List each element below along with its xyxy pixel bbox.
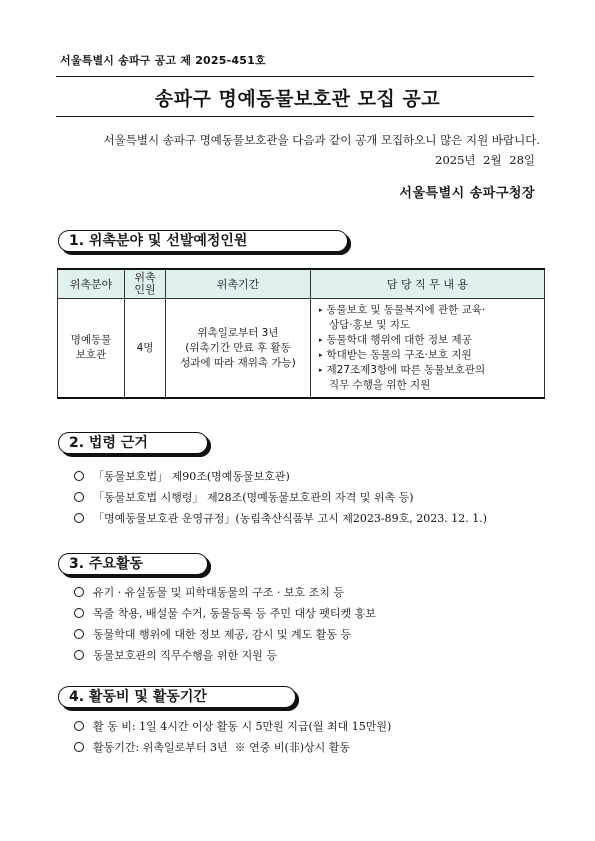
- list-item: 활동기간: 위촉일로부터 3년 ※ 연중 비(非)상시 활동: [74, 737, 391, 758]
- list-item: 동물보호관의 직무수행을 위한 지원 등: [74, 645, 376, 666]
- circle-bullet-icon: [74, 721, 84, 731]
- title-rule: [56, 116, 534, 117]
- legal-basis-list: [74, 466, 487, 529]
- list-item: 「동물보호법」 제90조(명예동물보호관): [74, 466, 487, 487]
- notice-date: 2025년 2월 28일: [435, 153, 535, 167]
- cell-field: 명예동물 보호관: [58, 299, 125, 399]
- circle-bullet-icon: [74, 513, 84, 523]
- col-duties: 담 당 직 무 내 용: [311, 269, 545, 299]
- top-rule: [56, 76, 534, 77]
- duty-item: ▸ 제27조제3항에 따른 동물보호관의 직무 수행을 위한 지원: [319, 364, 486, 391]
- cell-period: 위촉일로부터 3년 (위촉기간 만료 후 활동 성과에 따라 재위촉 가능): [166, 299, 311, 399]
- duty-item: ▸ 동물보호 및 동물복지에 관한 교육· 상담·홍보 및 지도: [319, 304, 486, 331]
- list-item: 「명예동물보호관 운영규정」(농림축산식품부 고시 제2023-89호, 2023. 12. 1.): [74, 508, 487, 529]
- circle-bullet-icon: [74, 471, 84, 481]
- page-title: 송파구 명예동물보호관 모집 공고: [154, 88, 441, 110]
- col-period: 위촉기간: [166, 269, 311, 299]
- table-header-row: [58, 269, 545, 299]
- circle-bullet-icon: [74, 629, 84, 639]
- triangle-bullet-icon: ▸: [319, 351, 323, 359]
- notice-number: 서울특별시 송파구 공고 제 2025-451호: [60, 54, 266, 67]
- circle-bullet-icon: [74, 587, 84, 597]
- recruitment-table: [57, 268, 545, 399]
- cell-duties: [311, 299, 545, 399]
- triangle-bullet-icon: ▸: [319, 306, 323, 314]
- triangle-bullet-icon: ▸: [319, 366, 323, 374]
- table-row: [58, 299, 545, 399]
- list-item: 활 동 비: 1일 4시간 이상 활동 시 5만원 지급(월 최대 15만원): [74, 716, 391, 737]
- intro-text: 서울특별시 송파구 명예동물보호관을 다음과 같이 공개 모집하오니 많은 지원 바랍니다.: [103, 133, 540, 147]
- activity-terms-list: [74, 716, 391, 758]
- triangle-bullet-icon: ▸: [319, 336, 323, 344]
- list-item: 동물학대 행위에 대한 정보 제공, 감시 및 계도 활동 등: [74, 624, 376, 645]
- activities-list: [74, 582, 376, 666]
- issuer: 서울특별시 송파구청장: [399, 186, 535, 201]
- circle-bullet-icon: [74, 742, 84, 752]
- circle-bullet-icon: [74, 492, 84, 502]
- duty-item: ▸ 학대받는 동물의 구조·보호 지원: [319, 349, 472, 361]
- circle-bullet-icon: [74, 650, 84, 660]
- cell-count: 4명: [125, 299, 166, 399]
- list-item: 목줄 착용, 배설물 수거, 동물등록 등 주민 대상 펫티켓 홍보: [74, 603, 376, 624]
- col-count: 위촉 인원: [125, 269, 166, 299]
- list-item: 유기 · 유실동물 및 피학대동물의 구조 · 보호 조치 등: [74, 582, 376, 603]
- col-field: 위촉분야: [58, 269, 125, 299]
- duty-item: ▸ 동물학대 행위에 대한 정보 제공: [319, 334, 472, 346]
- circle-bullet-icon: [74, 608, 84, 618]
- list-item: 「동물보호법 시행령」 제28조(명예동물보호관의 자격 및 위촉 등): [74, 487, 487, 508]
